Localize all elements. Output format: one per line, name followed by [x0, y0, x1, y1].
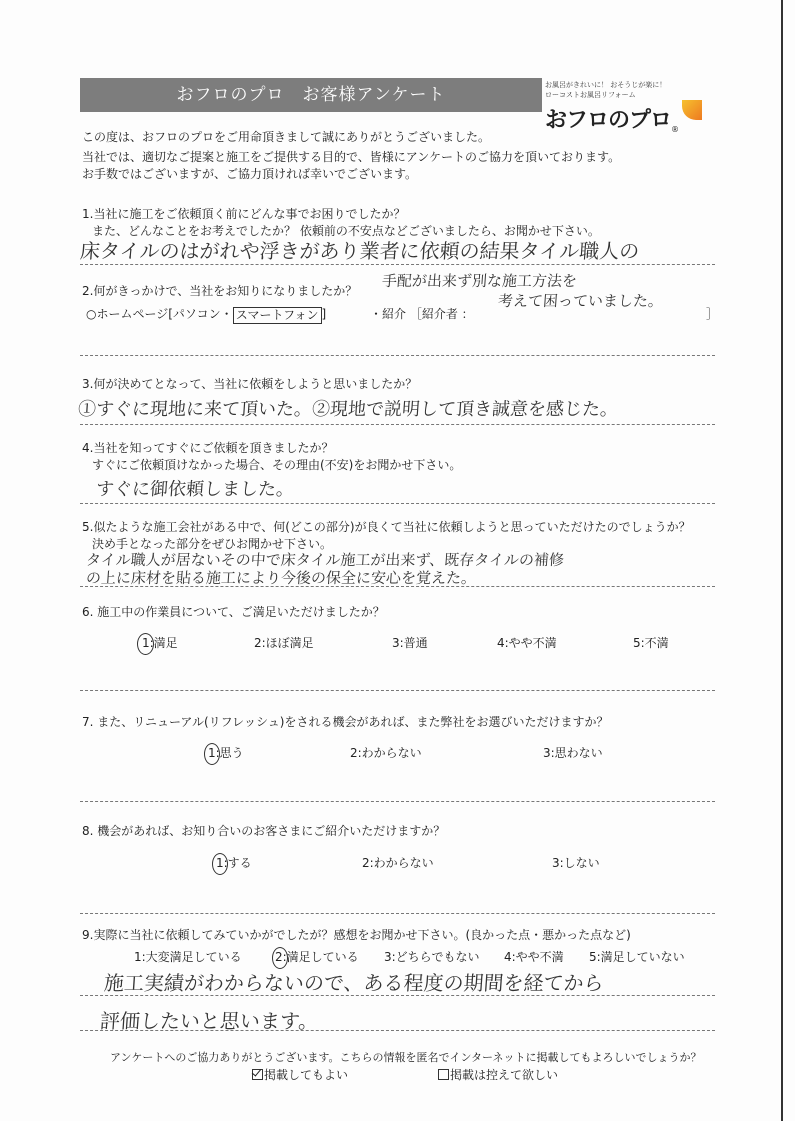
answer-line — [80, 690, 715, 691]
answer-line — [80, 913, 715, 914]
logo-tagline-1: お風呂がきれいに！ おそうじが楽に！ — [545, 81, 667, 89]
q6-option-1 — [140, 636, 180, 651]
selection-circle — [272, 947, 288, 969]
option-smartphone: スマートフォン — [233, 307, 322, 324]
q8-option-2: 2:わからない — [362, 856, 434, 870]
answer-line — [80, 424, 715, 425]
selection-circle — [137, 633, 154, 655]
answer-line — [80, 995, 715, 996]
logo-registered-mark: ® — [671, 125, 680, 134]
q9-question: 9.実際に当社に依頼してみていかがでしたが？感想をお聞かせ下さい。(良かった点・悪かった点など) — [82, 928, 631, 942]
q9-option-4: 4:やや不満 — [504, 950, 564, 964]
consent-allow-label: 掲載してもよい — [264, 1068, 349, 1082]
q6-option-3: 3:普通 — [392, 636, 428, 650]
logo-mark-icon — [682, 100, 702, 120]
q4-answer: すぐに御依頼しました。 — [95, 479, 295, 500]
consent-allow-option[interactable] — [252, 1068, 348, 1083]
answer-line — [80, 801, 715, 802]
q6-option-5: 5:不満 — [633, 636, 669, 650]
q8-option-1-label: 1:する — [216, 856, 252, 870]
referral-bracket-close: ］ — [706, 307, 719, 321]
answer-line — [80, 586, 715, 587]
logo-name: おフロのプロ — [545, 108, 672, 133]
q5-answer-line-2: の上に床材を貼る施工により今後の保全に安心を覚えた。 — [85, 569, 477, 587]
q2-options — [86, 307, 326, 324]
survey-title: おフロのプロ お客様アンケート — [176, 85, 446, 105]
q8-option-3: 3:しない — [552, 856, 600, 870]
checkbox-checked-icon[interactable] — [252, 1069, 263, 1080]
intro-line-2: 当社では、適切なご提案と施工をご提供する目的で、皆様にアンケートのご協力を頂いております。 — [82, 150, 621, 164]
q4-question-line-1: 4.当社を知ってすぐにご依頼を頂きましたか？ — [82, 441, 334, 455]
q8-option-1 — [214, 856, 254, 871]
q9-answer-line-2: 評価したいと思います。 — [99, 1009, 320, 1033]
answer-line — [80, 1030, 715, 1031]
answer-line — [80, 355, 715, 356]
q9-option-5: 5:満足していない — [589, 950, 685, 964]
q6-option-4: 4:やや不満 — [497, 636, 557, 650]
q9-option-2 — [273, 950, 361, 965]
q1-answer-line-2: 手配が出来ず別な施工方法を — [381, 272, 578, 290]
q7-option-3: 3:思わない — [543, 746, 603, 760]
page-edge — [781, 0, 783, 1121]
selection-circle — [204, 743, 220, 765]
q8-question: 8. 機会があれば、お知り合いのお客さまにご紹介いただけますか？ — [82, 824, 446, 838]
q4-question-line-2: すぐにご依頼頂けなかった場合、その理由(不安)をお聞かせ下さい。 — [92, 458, 462, 472]
q1-question-line-1: 1.当社に施工をご依頼頂く前にどんな事でお困りでしたか？ — [82, 207, 406, 221]
q2-question: 2.何がきっかけで、当社をお知りになりましたか？ — [82, 284, 358, 298]
consent-deny-option[interactable] — [438, 1068, 558, 1083]
q7-question: 7. また、リニューアル(リフレッシュ)をされる機会があれば、また弊社をお選びいただけますか？ — [82, 715, 609, 729]
q7-option-1 — [206, 746, 246, 761]
q9-option-1: 1:大変満足している — [134, 950, 242, 964]
q6-question: 6. 施工中の作業員について、ご満足いただけましたか？ — [82, 605, 385, 619]
q5-answer-line-1: タイル職人が居ないその中で床タイル施工が出来ず、既存タイルの補修 — [85, 551, 565, 569]
q3-answer: ①すぐに現地に来て頂いた。②現地で説明して頂き誠意を感じた。 — [77, 399, 619, 420]
selection-circle — [212, 853, 228, 875]
q5-question-line-1: 5.似たような施工会社がある中で、何(どこの部分)が良くて当社に依頼しようと思っていただけたのでしょうか？ — [82, 520, 691, 534]
q9-option-2-label: 2:満足している — [275, 950, 359, 964]
q9-answer-line-1: 施工実績がわからないので、ある程度の期間を経てから — [103, 971, 605, 995]
answer-line — [80, 503, 715, 504]
q5-question-line-2: 決め手となった部分をぜひお聞かせ下さい。 — [92, 537, 333, 551]
company-logo — [545, 80, 720, 140]
q7-option-2: 2:わからない — [350, 746, 422, 760]
q6-option-2: 2:ほぼ満足 — [254, 636, 314, 650]
q1-question-line-2: また、どんなことをお考えでしたか？ 依頼前の不安点などございましたら、お聞かせ下さい。 — [92, 224, 600, 238]
logo-tagline-2: ローコストお風呂リフォーム — [545, 91, 636, 99]
option-bracket-close: ] — [321, 307, 327, 321]
q3-question: 3.何が決めてとなって、当社に依頼をしようと思いましたか？ — [82, 377, 418, 391]
q1-answer-line-1: 床タイルのはがれや浮きがあり業者に依頼の結果タイル職人の — [79, 239, 641, 263]
q6-option-1-label: 1:満足 — [142, 636, 178, 650]
consent-question: アンケートへのご協力ありがとうございます。こちらの情報を匿名でインターネットに掲載してもよろしいでしょうか？ — [110, 1051, 702, 1064]
intro-line-1: この度は、おフロのプロをご用命頂きまして誠にありがとうございました。 — [82, 130, 491, 144]
q9-option-3: 3:どちらでもない — [384, 950, 480, 964]
option-homepage: ○ホームページ[パソコン・ — [86, 307, 233, 321]
option-referral: ・紹介 ［紹介者 ： — [370, 307, 474, 321]
q7-option-1-label: 1:思う — [208, 746, 244, 760]
checkbox-empty-icon[interactable] — [438, 1069, 449, 1080]
consent-deny-label: 掲載は控えて欲しい — [450, 1068, 559, 1082]
q1-answer-line-3: 考えて困っていました。 — [497, 292, 664, 310]
answer-line — [80, 264, 715, 265]
intro-line-3: お手数ではございますが、ご協力頂ければ幸いでございます。 — [82, 167, 418, 181]
